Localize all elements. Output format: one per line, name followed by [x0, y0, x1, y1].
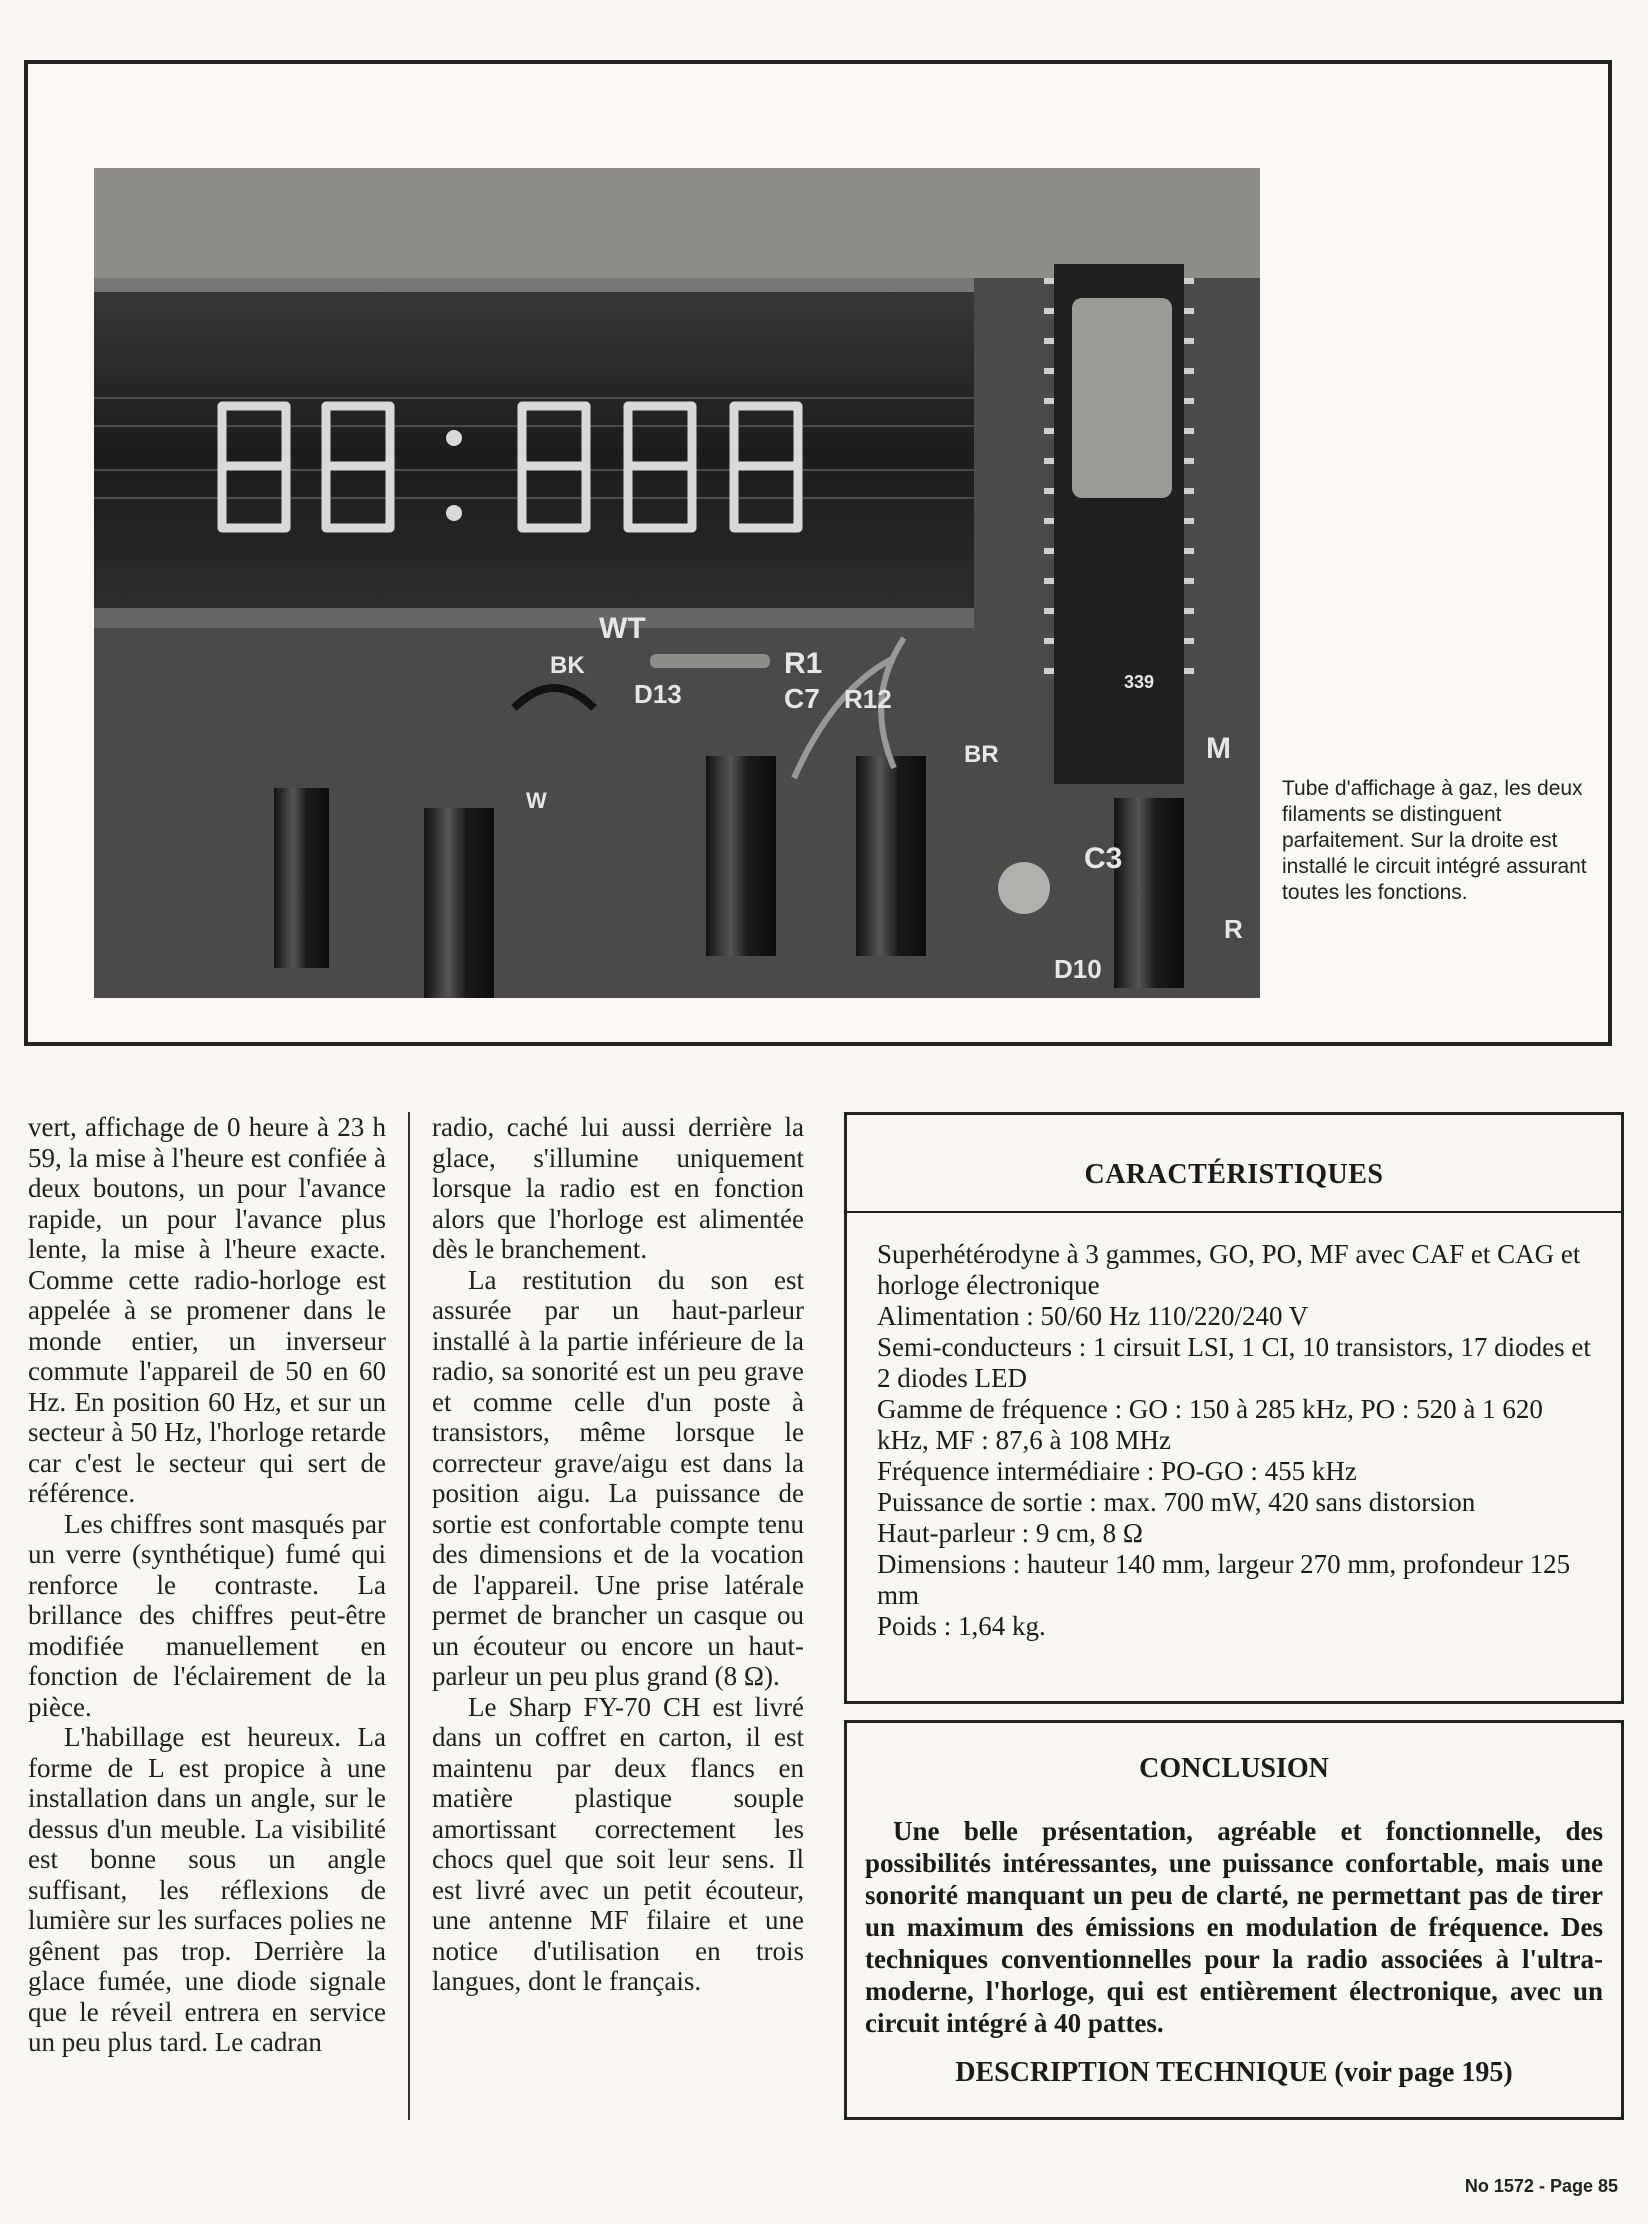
specifications-divider [847, 1211, 1621, 1213]
label-r1: R1 [784, 647, 823, 680]
spec-item: Puissance de sortie : max. 700 mW, 420 sans distorsion [877, 1487, 1476, 1517]
spec-item: Poids : 1,64 kg. [877, 1611, 1046, 1641]
label-w: W [526, 788, 547, 813]
label-wt: WT [599, 612, 646, 645]
label-br: BR [964, 741, 999, 768]
label-m: M [1206, 732, 1231, 765]
specifications-title: CARACTÉRISTIQUES [1084, 1159, 1384, 1190]
label-c7: C7 [784, 683, 820, 714]
conclusion-text: Une belle présentation, agréable et fonctionnelle, des possibilités intéressantes, une puissance confortable, mais une sonorité manquant un peu de clarté, ne permettant pas de tirer un maximum des émissions en modulation de fréquence. Des techniques conventionnelles pour la radio associées à l'ultra-moderne, l'horloge, qui est entièrement électronique, avec un circuit intégré à 40 pattes. [865, 1816, 1603, 2038]
label-d10: D10 [1054, 954, 1102, 984]
photo-frame [24, 60, 1612, 1046]
label-d13: D13 [634, 679, 682, 709]
spec-item: Dimensions : hauteur 140 mm, largeur 270 mm, profondeur 125 mm [877, 1549, 1571, 1610]
photo-caption: Tube d'affichage à gaz, les deux filaments se distinguent parfaitement. Sur la droite est installé le circuit intégré assurant toutes les fonctions. [1282, 777, 1587, 904]
spec-item: Haut-parleur : 9 cm, 8 Ω [877, 1518, 1143, 1548]
page-footer: No 1572 - Page 85 [1464, 2176, 1618, 2196]
specifications-box [844, 1112, 1624, 1704]
article-paragraph: vert, affichage de 0 heure à 23 h 59, la mise à l'heure est confiée à deux boutons, un pour l'avance rapide, un pour l'avance plus lente, la mise à l'heure exacte. Comme cette radio-horloge est appelée à se promener dans le monde entier, un inverseur commute l'appareil de 50 en 60 Hz. En position 60 Hz, et sur un secteur à 50 Hz, l'horloge retarde car c'est le secteur qui sert de référence. [28, 1112, 386, 1508]
article-paragraph: Les chiffres sont masqués par un verre (synthétique) fumé qui renforce le contraste. La brillance des chiffres peut-être modifiée manuellement en fonction de l'éclairement de la pièce. [28, 1508, 386, 1722]
article-paragraph: Le Sharp FY-70 CH est livré dans un coffret en carton, il est maintenu par deux flancs en matière plastique souple amortissant correctement les chocs quel que soit leur sens. Il est livré avec un petit écouteur, une antenne MF filaire et une notice d'utilisation en trois langues, dont le français. [432, 1691, 804, 1996]
article-paragraph: La restitution du son est assurée par un haut-parleur installé à la partie inférieure de la radio, sa sonorité est un peu grave et comme celle d'un poste à transistors, même lorsque le correcteur grave/aigu est dans la position aigu. La puissance de sortie est confortable compte tenu des dimensions et de la vocation de l'appareil. Une prise latérale permet de brancher un casque ou un écouteur ou encore un haut-parleur un peu plus grand (8 Ω). [432, 1264, 804, 1691]
spec-item: Semi-conducteurs : 1 cirsuit LSI, 1 CI, 10 transistors, 17 diodes et 2 diodes LED [877, 1332, 1591, 1393]
label-chip-code: 339 [1124, 672, 1155, 692]
label-r: R [1224, 914, 1243, 944]
article-paragraph: L'habillage est heureux. La forme de L est propice à une installation dans un angle, sur le dessus d'un meuble. La visibilité est bonne sous un angle suffisant, les réflexions de lumière sur les surfaces polies ne gênent pas trop. Derrière la glace fumée, une diode signale que le réveil entrera en service un peu plus tard. Le cadran [28, 1722, 386, 2057]
spec-item: Fréquence intermédiaire : PO-GO : 455 kHz [877, 1456, 1357, 1486]
technical-description-reference: DESCRIPTION TECHNIQUE (voir page 195) [955, 2057, 1513, 2088]
conclusion-box [844, 1720, 1624, 2120]
label-c3: C3 [1084, 842, 1123, 875]
article-column-2 [432, 1112, 804, 1997]
article-column-1 [28, 1112, 386, 2058]
circuit-board-illustration [94, 168, 1260, 998]
spec-item: Superhétérodyne à 3 gammes, GO, PO, MF avec CAF et CAG et horloge électronique [877, 1239, 1581, 1300]
label-r12: R12 [844, 684, 892, 714]
article-paragraph: radio, caché lui aussi derrière la glace, s'illumine uniquement lorsque la radio est en fonction alors que l'horloge est alimentée dès le branchement. [432, 1112, 804, 1264]
display-tube-photo [94, 168, 1260, 998]
spec-item: Gamme de fréquence : GO : 150 à 285 kHz, PO : 520 à 1 620 kHz, MF : 87,6 à 108 MHz [877, 1394, 1543, 1455]
column-divider [408, 1112, 410, 2120]
label-bk: BK [550, 652, 585, 679]
conclusion-title: CONCLUSION [1139, 1753, 1329, 1784]
specifications-list [877, 1239, 1595, 1642]
spec-item: Alimentation : 50/60 Hz 110/220/240 V [877, 1301, 1309, 1331]
